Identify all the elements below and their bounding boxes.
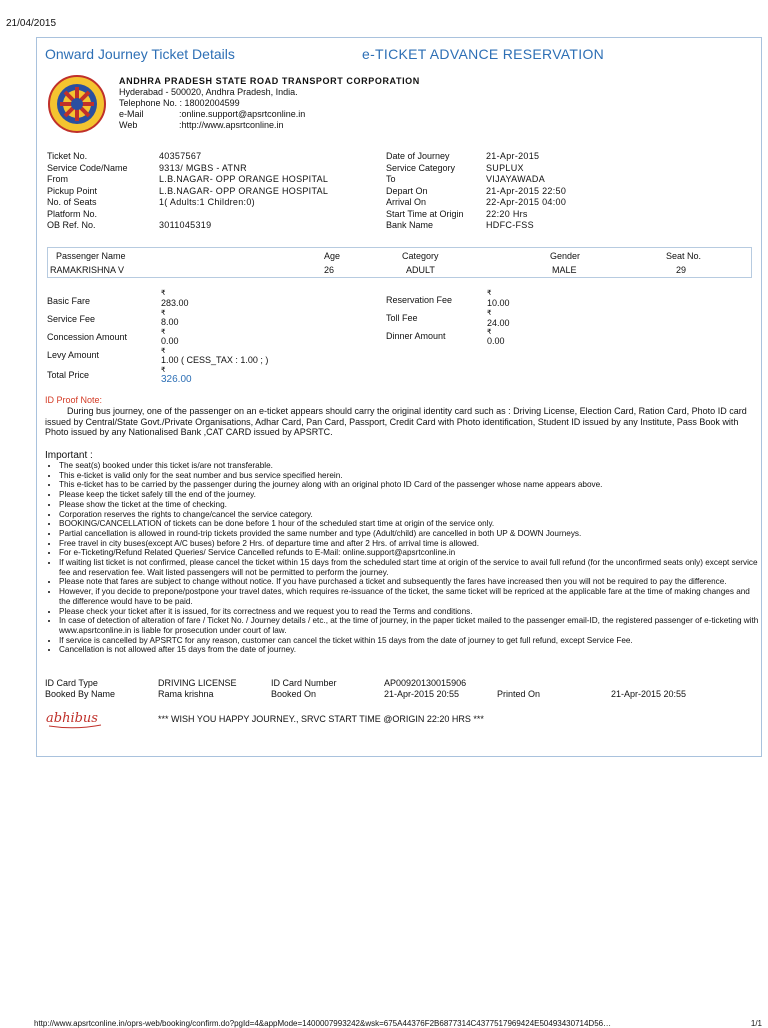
id-card-type-label: ID Card Type	[45, 678, 98, 688]
service-category-value: SUPLUX	[486, 162, 524, 173]
passenger-name-cell: RAMAKRISHNA V	[50, 265, 125, 275]
org-info	[119, 76, 420, 131]
concession-value: 0.00	[161, 336, 179, 346]
reservation-fee-label: Reservation Fee	[386, 295, 453, 305]
important-title: Important :	[45, 450, 93, 461]
bank-name-label: Bank Name	[386, 220, 434, 230]
basic-fare-value: 283.00	[161, 298, 189, 308]
total-price-value: 326.00	[161, 374, 192, 385]
platform-no-label: Platform No.	[47, 208, 98, 219]
id-proof-title: ID Proof Note:	[45, 395, 103, 405]
date-of-journey-value: 21-Apr-2015	[486, 151, 540, 161]
category-cell: ADULT	[406, 265, 435, 275]
list-item: • BOOKING/CANCELLATION of tickets can be done before 1 hour of the scheduled start time at origin of the service only.	[59, 519, 759, 529]
fare-total	[47, 366, 347, 388]
printed-on-label: Printed On	[497, 689, 541, 699]
list-item: • This e-ticket is valid only for the seat number and bus service specified herein.	[59, 471, 759, 481]
important-list	[45, 461, 759, 655]
date-of-journey-label: Date of Journey	[386, 151, 450, 161]
booked-on-value: 21-Apr-2015 20:55	[384, 689, 460, 699]
service-fee-label: Service Fee	[47, 314, 96, 324]
rupee-icon: ₹	[161, 310, 166, 317]
eticket-title: e-TICKET ADVANCE RESERVATION	[362, 46, 605, 62]
toll-fee-value: 24.00	[487, 318, 510, 328]
id-card-number-value: AP00920130015906	[384, 678, 467, 688]
basic-fare-label: Basic Fare	[47, 296, 91, 306]
web-label: Web	[119, 120, 138, 130]
org-name: ANDHRA PRADESH STATE ROAD TRANSPORT CORPORATION	[119, 76, 420, 86]
journey-details-right	[386, 151, 566, 232]
pickup-point-value: L.B.NAGAR- OPP ORANGE HOSPITAL	[159, 185, 329, 196]
list-item: • For e-Ticketing/Refund Related Queries/ Service Cancelled refunds to E-Mail: online.support@apsrtconline.in	[59, 548, 759, 558]
passenger-name-header: Passenger Name	[56, 251, 126, 261]
journey-details-left	[47, 151, 328, 232]
list-item: • Please keep the ticket safely till the end of the journey.	[59, 490, 759, 500]
list-item: • Please note that fares are subject to change without notice. If you have purchased a ticket and subsequently the fares have increased then you will not be required to pay the difference.	[59, 577, 759, 587]
total-price-label: Total Price	[47, 370, 90, 380]
list-item: • This e-ticket has to be carried by the passenger during the journey along with an original photo ID Card of the passenger whose name appears above.	[59, 480, 759, 490]
rupee-icon: ₹	[161, 329, 166, 336]
apsrtc-logo-icon	[47, 74, 107, 134]
toll-fee-label: Toll Fee	[386, 313, 418, 323]
fare-dinner	[386, 327, 586, 347]
booked-by-label: Booked By Name	[45, 689, 116, 699]
list-item: • The seat(s) booked under this ticket is/are not transferable.	[59, 461, 759, 471]
category-header: Category	[402, 251, 439, 261]
abhibus-logo-icon	[45, 708, 105, 730]
list-item: • Partial cancellation is allowed in round-trip tickets provided the same number and type (Adult/child) are cancelled in both UP & DOWN Journeys.	[59, 529, 759, 539]
reservation-fee-value: 10.00	[487, 298, 510, 308]
page-number: 1/1	[750, 1019, 762, 1028]
arrival-on-value: 22-Apr-2015 04:00	[486, 197, 567, 207]
from-label: From	[47, 174, 68, 184]
list-item: • However, if you decide to prepone/postpone your travel dates, which requires re-issuance of the ticket, the same ticket will be repriced at the applicable fare at the time of making changes and the difference would have to be paid.	[59, 587, 759, 606]
rupee-icon: ₹	[487, 290, 492, 297]
fare-basic	[47, 288, 347, 308]
org-telephone: Telephone No. : 18002004599	[119, 98, 240, 108]
list-item: • Please show the ticket at the time of checking.	[59, 500, 759, 510]
gender-header: Gender	[550, 251, 581, 261]
fare-reservation	[386, 288, 586, 308]
depart-on-label: Depart On	[386, 185, 428, 196]
id-proof-text: During bus journey, one of the passenger on an e-ticket appears should carry the original identity card such as : Driving License, Election Card, Ration Card, Photo ID card issued by Central/State Govt./Private Organisations, Adhar Card, Pan Card, Passport, Credit Card with Photo identification, Student ID issued by any Institute, Pass Book with Photo issued by any Nationalised Bank ,CAT CARD issued by APSRTC.	[45, 406, 747, 437]
abhibus-logo-text: abhibus	[46, 711, 98, 726]
booked-by-value: Rama krishna	[158, 689, 214, 699]
rupee-icon: ₹	[487, 329, 492, 336]
seat-no-header: Seat No.	[666, 251, 702, 261]
fare-concession	[47, 327, 347, 347]
no-of-seats-value: 1( Adults:1 Children:0)	[159, 197, 255, 207]
service-code-label: Service Code/Name	[47, 162, 128, 173]
start-time-label: Start Time at Origin	[386, 208, 464, 219]
concession-label: Concession Amount	[47, 332, 128, 342]
list-item: • Cancellation is not allowed after 15 days from the date of journey.	[59, 645, 759, 655]
start-time-value: 22:20 Hrs	[486, 208, 528, 219]
fare-toll	[386, 308, 586, 328]
seat-no-cell: 29	[676, 265, 687, 275]
booked-on-label: Booked On	[271, 689, 317, 699]
gender-cell: MALE	[552, 265, 577, 275]
to-value: VIJAYAWADA	[486, 174, 546, 184]
no-of-seats-label: No. of Seats	[47, 197, 97, 207]
age-cell: 26	[324, 265, 335, 275]
email-value: :online.support@apsrtconline.in	[179, 109, 306, 119]
pickup-point-label: Pickup Point	[47, 185, 98, 196]
id-card-number-label: ID Card Number	[271, 678, 337, 688]
arrival-on-label: Arrival On	[386, 197, 427, 207]
fare-service	[47, 308, 347, 328]
age-header: Age	[324, 251, 341, 261]
ob-ref-value: 3011045319	[159, 220, 212, 230]
rupee-icon: ₹	[161, 367, 166, 374]
rupee-icon: ₹	[161, 290, 166, 297]
levy-label: Levy Amount	[47, 350, 100, 360]
fare-levy	[47, 347, 347, 367]
list-item: • Free travel in city buses(except A/C buses) before 2 Hrs. of departure time and after 2 Hrs. of arrival time is allowed.	[59, 539, 759, 549]
list-item: • Corporation reserves the rights to change/cancel the service category.	[59, 510, 759, 520]
from-value: L.B.NAGAR- OPP ORANGE HOSPITAL	[159, 174, 329, 184]
list-item: • In case of detection of alteration of fare / Ticket No. / Journey details / etc., at the time of journey, in the paper ticket mailed to the passenger email-ID, the registered passenger of e-ticketing with www.apsrtconline.in is liable for prosecution under court of law.	[59, 616, 759, 635]
service-code-value: 9313/ MGBS - ATNR	[159, 162, 247, 173]
web-value: :http://www.apsrtconline.in	[179, 120, 284, 130]
service-fee-value: 8.00	[161, 317, 179, 327]
levy-value: 1.00 ( CESS_TAX : 1.00 ; )	[161, 355, 269, 365]
ticket-panel	[36, 37, 762, 757]
dinner-value: 0.00	[487, 336, 505, 346]
ticket-no-value: 40357567	[159, 151, 202, 161]
passenger-table	[47, 247, 752, 278]
onward-journey-title: Onward Journey Ticket Details	[45, 46, 235, 62]
rupee-icon: ₹	[487, 310, 492, 317]
to-label: To	[386, 174, 396, 184]
bank-name-value: HDFC-FSS	[486, 220, 534, 230]
ob-ref-label: OB Ref. No.	[47, 220, 96, 230]
list-item: • Please check your ticket after it is issued, for its correctness and we request you to read the Terms and conditions.	[59, 607, 759, 617]
id-card-type-value: DRIVING LICENSE	[158, 678, 237, 688]
printed-on-value: 21-Apr-2015 20:55	[611, 689, 687, 699]
page-url: http://www.apsrtconline.in/oprs-web/booking/confirm.do?pgId=4&appMode=1400007993242&wsk=675A44376F2B6877314C4377517969424E50493430714D56…	[34, 1019, 612, 1028]
rupee-icon: ₹	[161, 348, 166, 355]
service-category-label: Service Category	[386, 162, 456, 173]
list-item: • If waiting list ticket is not confirmed, please cancel the ticket within 15 days from the scheduled start time at origin of the service to avail full refund (for the unconfirmed seats only) except service fee and reservation fee. Wait listed passengers will not be permitted to perform the journey.	[59, 558, 759, 577]
wish-message: *** WISH YOU HAPPY JOURNEY., SRVC START TIME @ORIGIN 22:20 HRS ***	[158, 714, 484, 724]
dinner-label: Dinner Amount	[386, 331, 446, 341]
print-date: 21/04/2015	[6, 18, 57, 29]
list-item: • If service is cancelled by APSRTC for any reason, customer can cancel the ticket within 15 days from the date of journey to get full refund, except Service Fee.	[59, 636, 759, 646]
depart-on-value: 21-Apr-2015 22:50	[486, 185, 567, 196]
ticket-no-label: Ticket No.	[47, 151, 88, 161]
org-address: Hyderabad - 500020, Andhra Pradesh, India.	[119, 87, 298, 97]
email-label: e-Mail	[119, 109, 144, 119]
